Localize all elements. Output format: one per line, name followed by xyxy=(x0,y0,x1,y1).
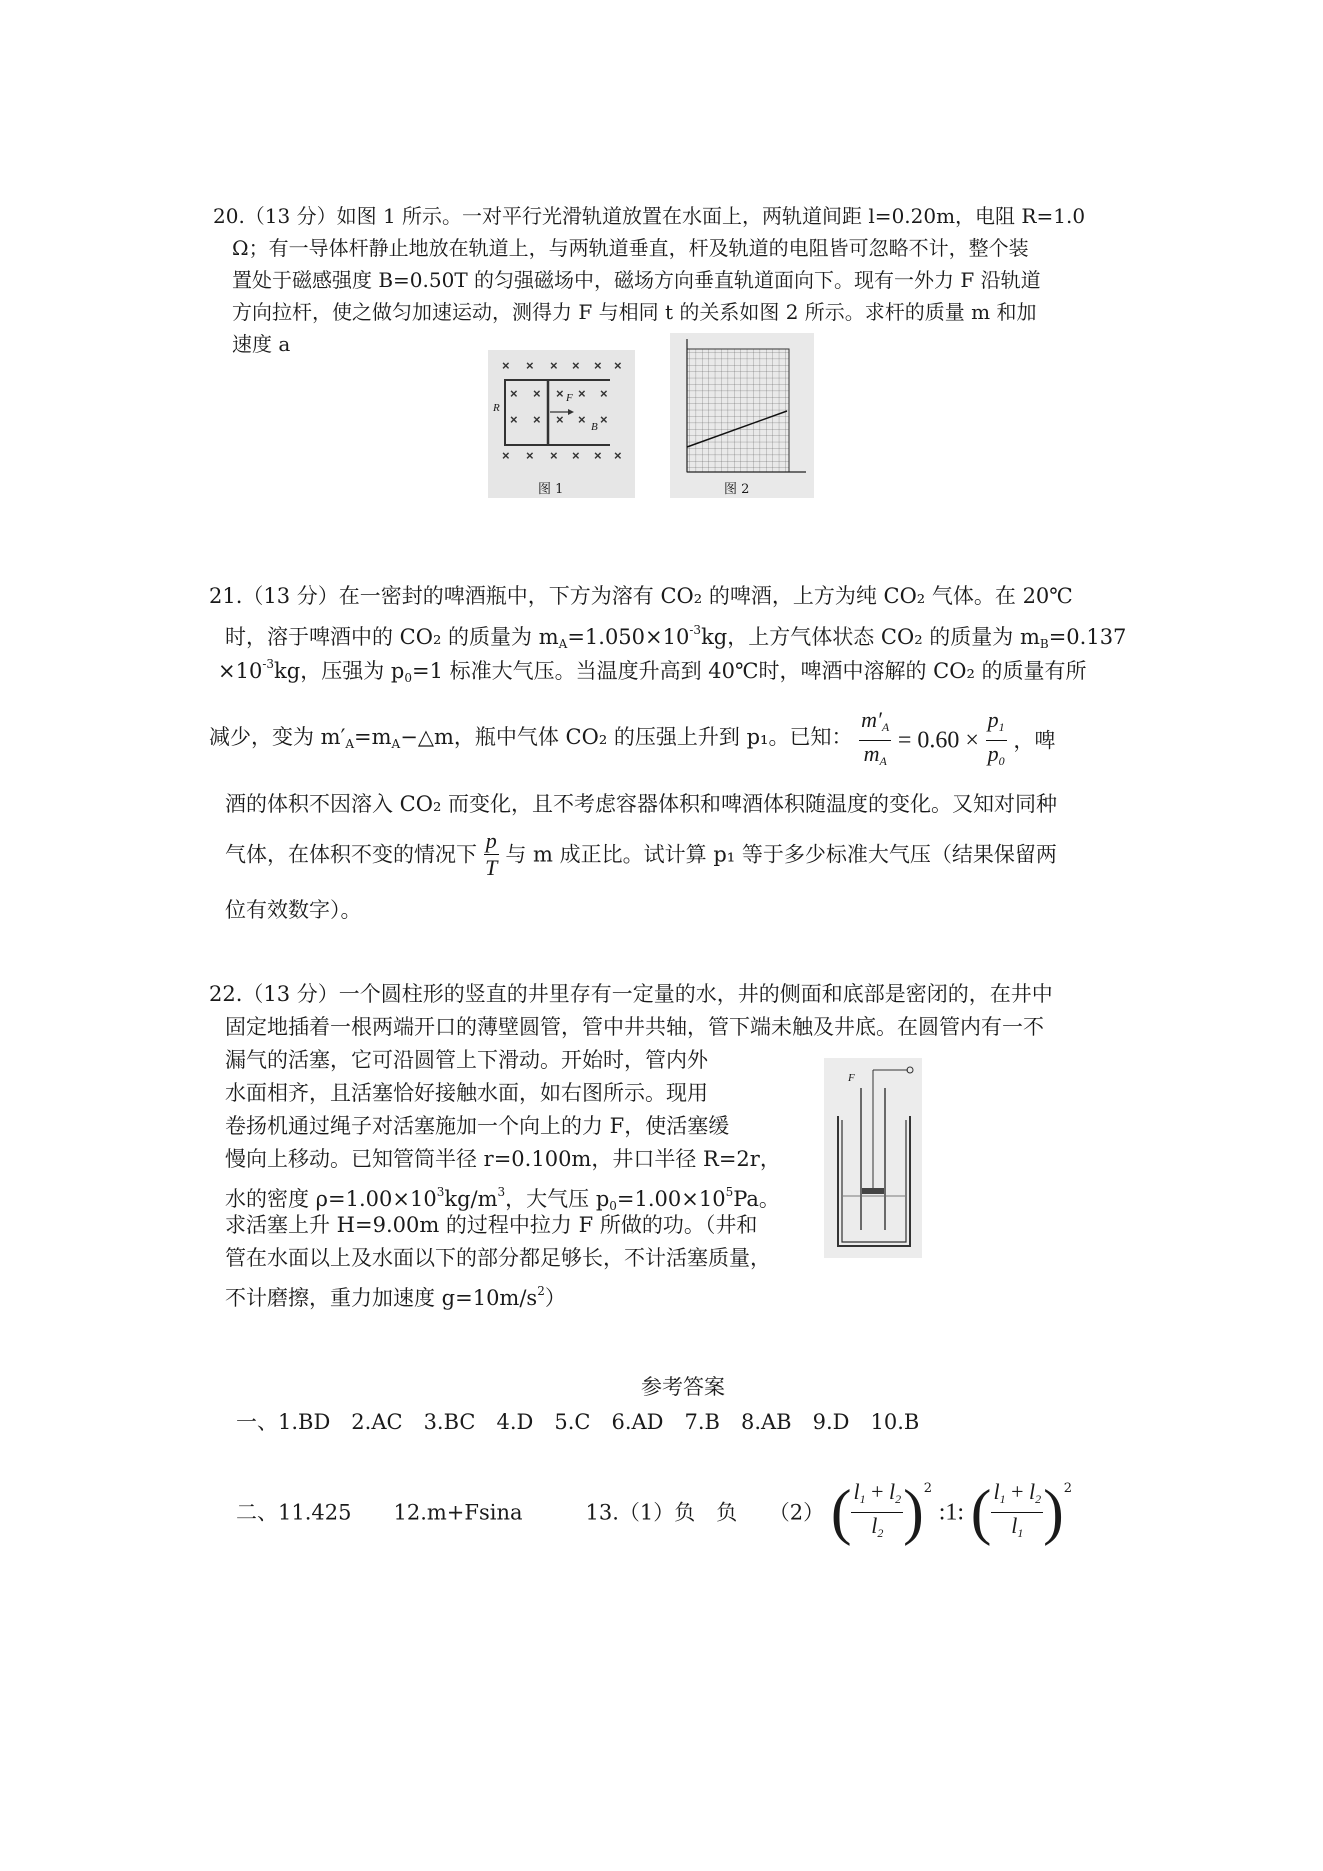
figure-1-caption: 图 1 xyxy=(538,482,564,497)
q22-line-7: 水的密度 $\rho=1.00\times 10^3kg/m^3$，大气压 $p_0=1.00\times 10^5Pa$。 xyxy=(225,1185,780,1213)
q21-line-6: 气体，在体积不变的情况下 $\frac{p}{T}$ 与 m 成正比。试计算 p₁ 等于多少标准大气压（结果保留两 xyxy=(225,828,1057,880)
svg-text:×: × xyxy=(550,358,558,373)
rails-diagram xyxy=(488,350,635,498)
answers-title: 参考答案 xyxy=(641,1375,725,1399)
fraction-pressure-ratio: $\frac{p_1}{p_0}$ xyxy=(987,707,1005,768)
q22-line-1: 22.（13 分）一个圆柱形的竖直的井里存有一定量的水，井的侧面和底部是密闭的，在井中 xyxy=(209,982,1053,1006)
fraction-mass-ratio: $\frac{m'_A}{m_A}$ xyxy=(861,707,890,768)
q22-line-6: 慢向上移动。已知管筒半径 r=0.100m，井口半径 R=2r， xyxy=(225,1147,781,1171)
svg-text:×: × xyxy=(526,358,534,373)
q20-line-3: 置处于磁感强度 B=0.50T 的匀强磁场中，磁场方向垂直轨道面向下。现有一外力 F 沿轨道 xyxy=(232,268,1041,292)
q22-line-3: 漏气的活塞，它可沿圆管上下滑动。开始时，管内外 xyxy=(225,1048,708,1072)
force-time-graph xyxy=(670,333,814,498)
svg-text:×: × xyxy=(556,412,564,427)
q22-line-8: 求活塞上升 H=9.00m 的过程中拉力 F 所做的功。（井和 xyxy=(225,1213,758,1237)
figure-1-magnetic-field xyxy=(488,350,635,498)
svg-text:×: × xyxy=(572,448,580,463)
right-paren: ) xyxy=(1043,1478,1064,1547)
q21-line-2: 时，溶于啤酒中的 CO₂ 的质量为 $m_A=1.050\times 10^{-3}kg$，上方气体状态 CO₂ 的质量为 $m_B=0.137$ xyxy=(225,623,1127,651)
svg-text:×: × xyxy=(510,386,518,401)
figure-2-force-time-graph xyxy=(670,333,814,498)
label-b: B xyxy=(591,421,598,433)
q22-line-4: 水面相齐，且活塞恰好接触水面，如右图所示。现用 xyxy=(225,1081,708,1105)
q20-line-4: 方向拉杆，使之做匀加速运动，测得力 F 与相同 t 的关系如图 2 所示。求杆的质量 m 和加 xyxy=(232,300,1037,324)
svg-text:×: × xyxy=(600,412,608,427)
q22-line-2: 固定地插着一根两端开口的薄壁圆管，管中井共轴，管下端未触及井底。在圆管内有一不 xyxy=(225,1015,1044,1039)
q20-line-1: 20.（13 分）如图 1 所示。一对平行光滑轨道放置在水面上，两轨道间距 l=0.20m，电阻 R=1.0 xyxy=(213,204,1086,228)
answers-part-1: 一、1.BD 2.AC 3.BC 4.D 5.C 6.AD 7.B 8.AB 9.D 10.B xyxy=(236,1410,920,1434)
left-paren: ( xyxy=(970,1478,992,1547)
figure-well-piston xyxy=(824,1058,922,1258)
q20-line-5: 速度 a xyxy=(232,332,291,356)
q21-line-1: 21.（13 分）在一密封的啤酒瓶中，下方为溶有 CO₂ 的啤酒，上方为纯 CO₂ 气体。在 20℃ xyxy=(209,584,1073,608)
svg-text:×: × xyxy=(614,448,622,463)
fraction-p-over-t: $\frac{p}{T}$ xyxy=(485,828,498,880)
svg-text:×: × xyxy=(594,448,602,463)
label-r: R xyxy=(493,402,500,414)
svg-text:×: × xyxy=(600,386,608,401)
svg-text:×: × xyxy=(533,412,541,427)
svg-text:×: × xyxy=(502,448,510,463)
svg-text:×: × xyxy=(614,358,622,373)
q22-line-10: 不计磨擦，重力加速度 $g=10m/s^2$） xyxy=(225,1284,566,1310)
svg-text:×: × xyxy=(502,358,510,373)
fraction-answer-a: $\frac{l_1 + l_2}{l_2}$ xyxy=(853,1479,902,1540)
svg-text:×: × xyxy=(526,448,534,463)
label-f: F xyxy=(566,392,573,404)
q21-line-5: 酒的体积不因溶入 CO₂ 而变化，且不考虑容器体积和啤酒体积随温度的变化。又知对同种 xyxy=(225,792,1058,816)
svg-text:×: × xyxy=(594,358,602,373)
q21-line-4: 减少，变为 $m'_A=m_A-\triangle m$，瓶中气体 CO₂ 的压强上升到 p₁。已知： $\frac{m'_A}{m_A}$ = 0.60 × $\frac{p_1}{p_0}$ ，啤 xyxy=(209,707,1055,773)
figure-2-caption: 图 2 xyxy=(724,482,750,497)
q20-line-2: Ω；有一导体杆静止地放在轨道上，与两轨道垂直，杆及轨道的电阻皆可忽略不计，整个装 xyxy=(232,236,1029,260)
svg-text:×: × xyxy=(556,386,564,401)
fraction-answer-b: $\frac{l_1 + l_2}{l_1}$ xyxy=(993,1479,1042,1540)
svg-text:×: × xyxy=(533,386,541,401)
right-paren: ) xyxy=(903,1478,924,1547)
svg-text:×: × xyxy=(572,358,580,373)
svg-text:×: × xyxy=(578,386,586,401)
well-diagram xyxy=(824,1058,922,1258)
svg-text:×: × xyxy=(510,412,518,427)
q21-line-7: 位有效数字）。 xyxy=(225,898,362,922)
svg-text:×: × xyxy=(550,448,558,463)
left-paren: ( xyxy=(830,1478,852,1547)
q22-line-9: 管在水面以上及水面以下的部分都足够长，不计活塞质量， xyxy=(225,1246,771,1270)
q22-line-5: 卷扬机通过绳子对活塞施加一个向上的力 F，使活塞缓 xyxy=(225,1114,730,1138)
ratio-equation: = 0.60 × xyxy=(897,727,979,754)
label-f: F xyxy=(848,1072,855,1084)
q21-line-3: $\times 10^{-3}kg$，压强为 $p_0=1$ 标准大气压。当温度升高到 40℃时，啤酒中溶解的 CO₂ 的质量有所 xyxy=(218,657,1087,685)
svg-text:×: × xyxy=(578,412,586,427)
answers-part-2: 二、11.425 12.m+Fsina 13.（1）负 负 （2） ( $\frac{l_1 + l_2}{l_2}$ )$^2$ :1: ( $\frac{l_1 + l_2}{l_1}$ )$^2$ xyxy=(236,1478,1073,1547)
